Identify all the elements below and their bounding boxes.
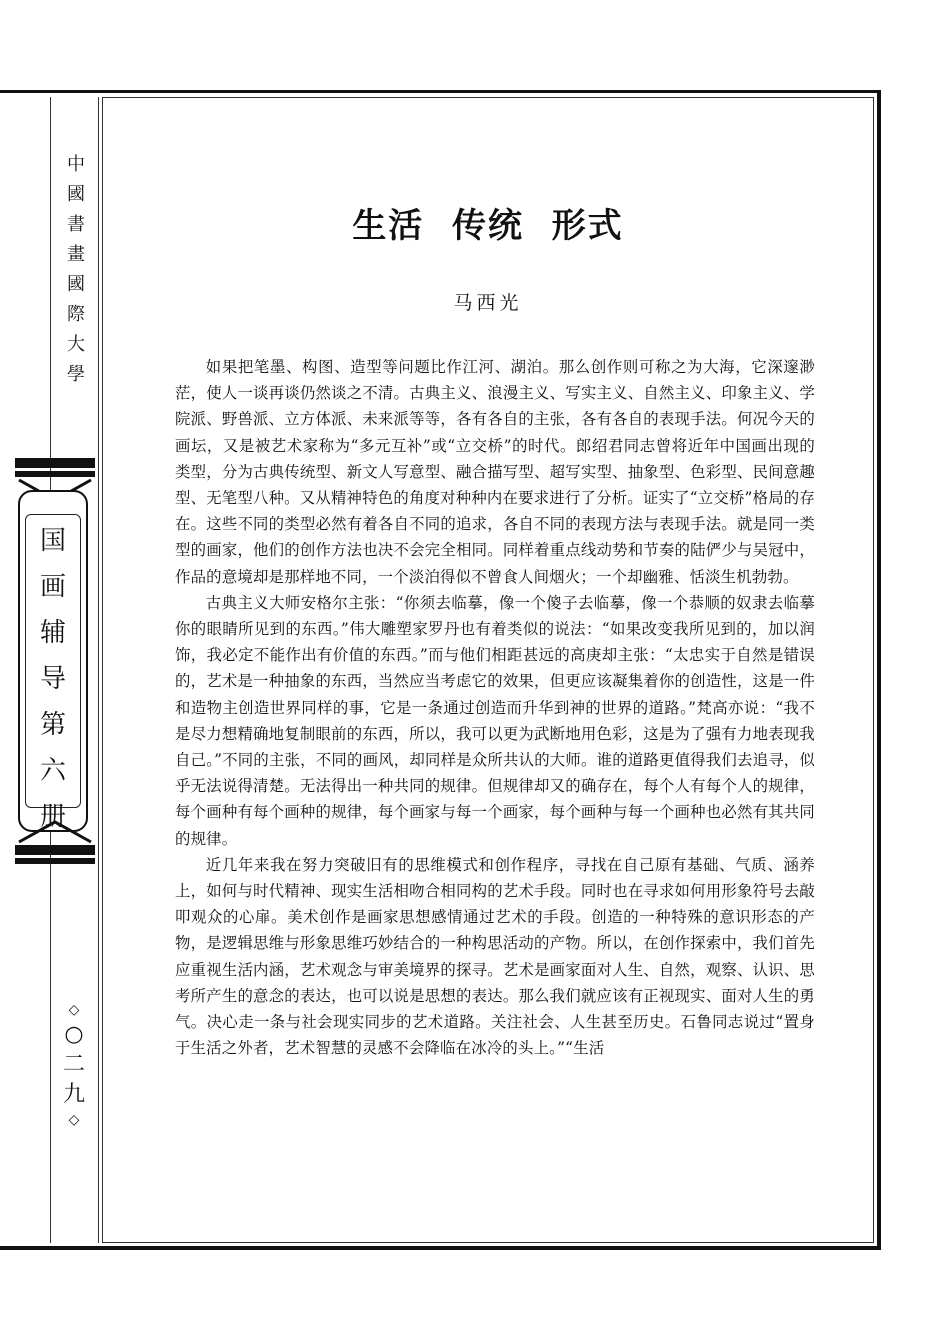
- series-char: 國: [67, 274, 85, 295]
- paragraph: 近几年来我在努力突破旧有的思维模式和创作程序，寻找在自己原有基础、气质、涵养上，如何与时代精神、现实生活相吻合相同构的艺术手段。同时也在寻求如何用形象符号去敲叩观众的心扉。美术创作是画家思想感情通过艺术的手段。创造的一种特殊的意识形态的产物，是逻辑思维与形象思维巧妙结合的一种构思活动的产物。所以，在创作探索中，我们首先应重视生活内涵，艺术观念与审美境界的探寻。艺术是画家面对人生、自然，观察、认识、思考所产生的意念的表达，也可以说是思想的表达。那么我们就应该有正视现实、面对人生的勇气。决心走一条与社会现实同步的艺术道路。关注社会、人生甚至历史。石鲁同志说过“置身于生活之外者，艺术智慧的灵感不会降临在冰冷的头上。”“生活: [175, 855, 815, 1058]
- series-char: 畫: [67, 244, 85, 265]
- gutter-line-right: [98, 97, 99, 1243]
- page-number-char: 二: [62, 1052, 85, 1077]
- page-number-char: 九: [62, 1082, 85, 1107]
- series-char: 際: [67, 304, 85, 325]
- series-char: 中: [67, 154, 85, 175]
- volume-char: 六: [39, 756, 66, 786]
- series-title: [56, 150, 96, 390]
- article-body: [175, 354, 815, 1061]
- diamond-icon: ◇: [68, 1002, 80, 1018]
- paragraph: 如果把笔墨、构图、造型等问题比作江河、湖泊。那么创作则可称之为大海，它深邃渺茫，使人一谈再谈仍然谈之不清。古典主义、浪漫主义、写实主义、自然主义、印象主义、学院派、野兽派、立方体派、未来派等等，各有各自的主张，各有各自的表现手法。何况今天的画坛，又是被艺术家称为“多元互补”或“立交桥”的时代。郎绍君同志曾将近年中国画出现的类型，分为古典传统型、新文人写意型、融合描写型、超写实型、抽象型、色彩型、民间意趣型、无笔型八种。又从精神特色的角度对种种内在要求进行了分析。证实了“立交桥”格局的存在。这些不同的类型必然有着各自不同的追求，各自不同的表现方法与表现手法。就是同一类型的画家，他们的创作方法也决不会完全相同。同样着重点线动势和节奏的陆俨少与吴冠中，作品的意境却是那样地不同，一个淡泊得似不曾食人间烟火；一个却幽雅、恬淡生机勃勃。: [175, 358, 815, 586]
- page-number: [50, 1000, 98, 1130]
- volume-char: 画: [39, 572, 66, 602]
- banner-cap-top: [15, 458, 95, 468]
- series-char: 國: [67, 184, 85, 205]
- volume-char: 导: [39, 664, 66, 694]
- paragraph: 古典主义大师安格尔主张：“你须去临摹，像一个傻子去临摹，像一个恭顺的奴隶去临摹你的眼睛所见到的东西。”伟大雕塑家罗丹也有着类似的说法：“如果改变我所见到的，加以润饰，我必定不能作出有价值的东西。”而与他们相距甚远的高庚却主张：“太忠实于自然是错误的，艺术是一种抽象的东西，当然应当考虑它的效果，但更应该凝集着你的创造性，这是一件和造物主创造世界同样的事，它是一条通过创造而升华到神的世界的道路。”梵高亦说：“我不是尽力想精确地复制眼前的东西，所以，我可以更为武断地用色彩，这是为了强有力地表现我自己。”不同的主张，不同的画风，却同样是众所共认的大师。谁的道路更值得我们去追寻，似乎无法说得清楚。无法得出一种共同的规律。但规律却又的确存在，每个人有每个人的规律，每个画种有每个画种的规律，每个画家与每一个画家，每个画种与每一个画种也必然有其共同的规律。: [175, 593, 815, 848]
- article-author: 马西光: [453, 292, 523, 314]
- volume-char: 辅: [39, 618, 66, 648]
- volume-title: [33, 518, 73, 840]
- volume-char: 国: [39, 526, 66, 556]
- series-char: 大: [67, 334, 85, 355]
- article-title: 生活 传统 形式: [352, 206, 624, 246]
- banner-cap-bottom: [15, 845, 95, 855]
- volume-char: 第: [39, 710, 66, 740]
- series-char: 學: [67, 364, 85, 385]
- volume-char: 册: [39, 802, 66, 832]
- banner-cap-top-thin: [15, 471, 95, 477]
- page-number-char: ○: [64, 1022, 84, 1047]
- diamond-icon: ◇: [68, 1112, 80, 1128]
- banner-cap-bottom-thin: [15, 858, 95, 864]
- series-char: 書: [67, 214, 85, 235]
